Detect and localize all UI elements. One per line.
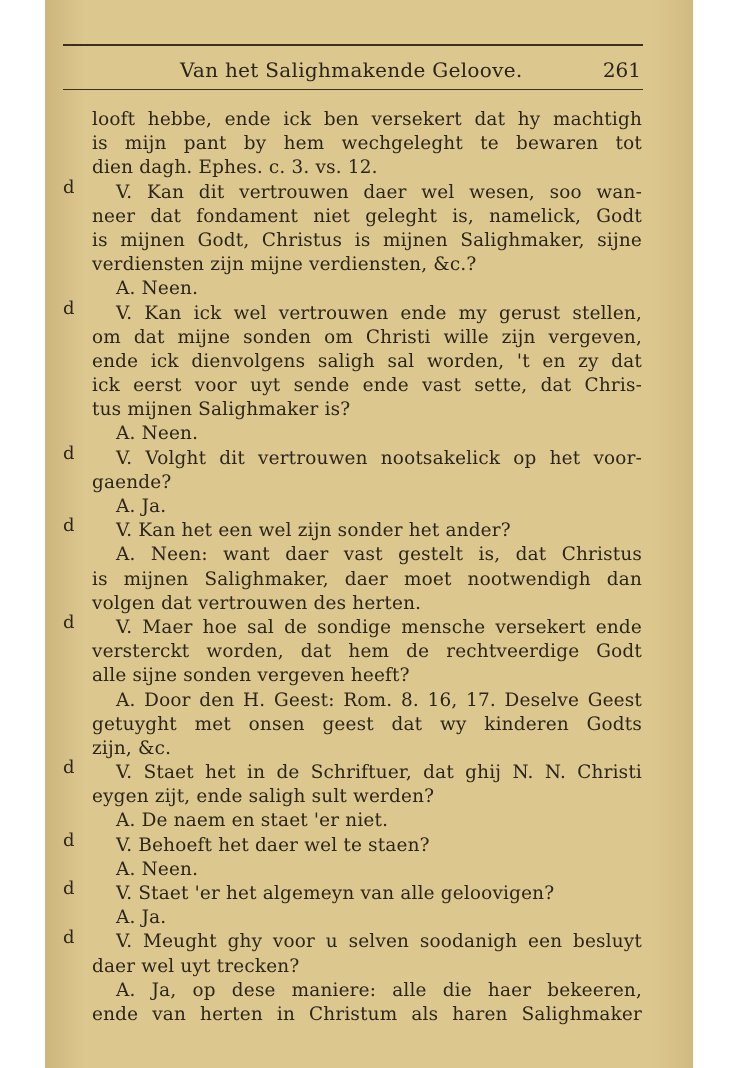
text-line: V. Kan ick wel vertrouwen ende my gerust stellen, — [116, 302, 642, 324]
page-number: 261 — [602, 58, 641, 82]
text-line: neer dat fondament niet geleght is, namelick, Godt — [92, 205, 642, 227]
text-line: A. Neen. — [116, 423, 199, 445]
margin-mark: d — [63, 515, 75, 537]
text-line: V. Staet 'er het algemeyn van alle geloovigen? — [116, 883, 555, 904]
text-line: V. Behoeft het daer wel te staen? — [116, 834, 430, 856]
text-line: tus mijnen Salighmaker is? — [92, 399, 351, 421]
margin-mark: d — [63, 830, 75, 851]
text-line: A. Door den H. Geest: Rom. 8. 16, 17. Deselve Geest — [116, 689, 642, 711]
margin-mark: d — [63, 926, 75, 948]
text-line: volgen dat vertrouwen des herten. — [92, 592, 422, 614]
margin-mark: d — [63, 757, 75, 779]
text-line: A. Ja. — [116, 496, 167, 517]
text-line: is mijn pant by hem wechgeleght te bewaren tot — [92, 133, 642, 155]
text-line: is mijnen Godt, Christus is mijnen Salighmaker, sijne — [92, 229, 642, 251]
text-line: dien dagh. Ephes. c. 3. vs. 12. — [92, 157, 378, 179]
header-bottom-rule — [63, 89, 643, 90]
text-line: V. Meught ghy voor u selven soodanigh een besluyt — [116, 931, 642, 953]
text-line: V. Kan dit vertrouwen daer wel wesen, soo wan- — [116, 181, 642, 203]
margin-mark: d — [63, 176, 75, 198]
text-line: om dat mijne sonden om Christi wille zijn vergeven, — [92, 326, 642, 348]
text-line: looft hebbe, ende ick ben versekert dat hy machtigh — [92, 109, 642, 130]
text-line: V. Kan het een wel zijn sonder het ander? — [116, 520, 511, 542]
text-line: A. De naem en staet 'er niet. — [116, 810, 389, 832]
text-line: verdiensten zijn mijne verdiensten, &c.? — [92, 254, 477, 276]
text-line: ende van herten in Christum als haren Salighmaker — [92, 1003, 642, 1025]
margin-mark: d — [63, 612, 75, 634]
text-line: A. Neen: want daer vast gestelt is, dat Christus — [116, 544, 642, 566]
header-top-rule — [63, 44, 643, 46]
text-line: A. Neen. — [116, 858, 199, 880]
text-line: gaende? — [92, 471, 172, 493]
text-line: daer wel uyt trecken? — [92, 955, 300, 977]
text-line: A. Ja. — [116, 907, 167, 929]
text-line: V. Staet het in de Schriftuer, dat ghij N. N. Christi — [116, 762, 642, 784]
margin-mark: d — [63, 442, 75, 464]
body-text — [92, 108, 642, 1027]
margin-mark: d — [63, 297, 75, 319]
text-line: ick eerst voor uyt sende ende vast sette, dat Chris- — [92, 375, 642, 397]
running-header-title: Van het Salighmakende Geloove. — [180, 58, 523, 82]
text-line: eygen zijt, ende saligh sult werden? — [92, 786, 435, 808]
text-line: getuyght met onsen geest dat wy kinderen Godts — [92, 713, 642, 735]
text-line: is mijnen Salighmaker, daer moet nootwendigh dan — [92, 568, 642, 590]
text-line: alle sijne sonden vergeven heeft? — [92, 665, 410, 687]
margin-mark: d — [63, 878, 75, 900]
text-line: A. Ja, op dese maniere: alle die haer bekeeren, — [116, 979, 642, 1001]
book-page — [45, 0, 693, 1068]
text-line: A. Neen. — [116, 278, 199, 300]
text-line: V. Maer hoe sal de sondige mensche versekert ende — [116, 616, 642, 638]
text-line: V. Volght dit vertrouwen nootsakelick op het voor- — [116, 447, 642, 469]
text-line: zijn, &c. — [92, 737, 172, 759]
text-line: versterckt worden, dat hem de rechtveerdige Godt — [92, 641, 642, 663]
text-line: ende ick dienvolgens saligh sal worden, 't en zy dat — [92, 350, 642, 372]
